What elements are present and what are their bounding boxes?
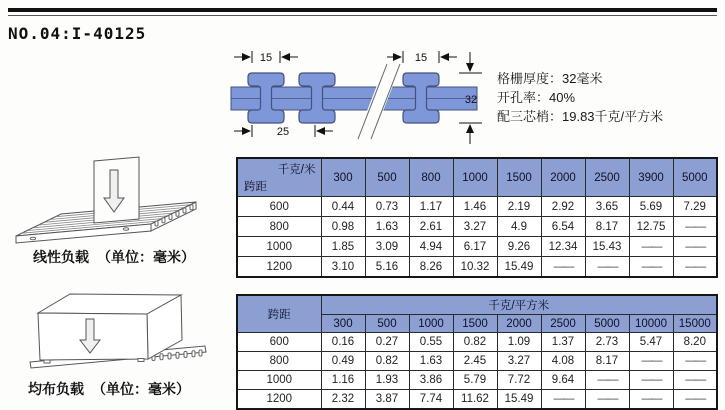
value-cell: 2.19: [497, 197, 541, 217]
value-cell: 1.46: [453, 197, 497, 217]
table-row: [237, 352, 717, 371]
value-cell: 3.87: [365, 390, 409, 410]
value-cell: 3.09: [365, 237, 409, 257]
table-row: [237, 390, 717, 410]
top-rule-thin: [8, 15, 717, 16]
value-cell: 6.54: [541, 217, 585, 237]
dimension-gap-15: [234, 51, 298, 64]
diagonal-header-cell: [237, 158, 321, 197]
span-cell: 800: [237, 217, 321, 237]
column-header: 2000: [497, 315, 541, 333]
uniform-load-table: [236, 294, 718, 410]
column-header: 1000: [453, 158, 497, 197]
table-row: [237, 371, 717, 390]
value-cell: 8.20: [673, 333, 717, 352]
dimension-pitch-25: [234, 125, 333, 138]
value-cell: 8.26: [409, 257, 453, 278]
value-cell: 0.16: [321, 333, 365, 352]
spec-weight: 配三芯梢：19.83千克/平方米: [497, 109, 664, 124]
value-cell: 7.74: [409, 390, 453, 410]
value-cell: 3.27: [453, 217, 497, 237]
value-cell: ——: [629, 390, 673, 410]
span-cell: 600: [237, 333, 321, 352]
value-cell: ——: [541, 257, 585, 278]
column-header: 1500: [453, 315, 497, 333]
value-cell: 6.17: [453, 237, 497, 257]
value-cell: 5.16: [365, 257, 409, 278]
svg-text:15: 15: [414, 52, 428, 64]
value-cell: 1.17: [409, 197, 453, 217]
value-cell: 0.27: [365, 333, 409, 352]
top-rule-thick: [8, 8, 717, 12]
value-cell: 4.08: [541, 352, 585, 371]
value-cell: 1.93: [365, 371, 409, 390]
table-row: [237, 237, 717, 257]
value-cell: ——: [673, 371, 717, 390]
spec-text-block: [497, 69, 663, 126]
column-header: 5000: [673, 158, 717, 197]
linear-load-caption: 线性负载 （单位：毫米）: [33, 249, 195, 265]
svg-text:25: 25: [276, 126, 290, 138]
unit-header-cell: 千克/平方米: [321, 295, 717, 315]
value-cell: 15.49: [497, 390, 541, 410]
column-header: 1500: [497, 158, 541, 197]
value-cell: 0.82: [365, 352, 409, 371]
value-cell: 3.27: [497, 352, 541, 371]
column-header: 2500: [585, 158, 629, 197]
linear-load-table: [236, 157, 718, 278]
value-cell: 10.32: [453, 257, 497, 278]
span-cell: 800: [237, 352, 321, 371]
value-cell: ——: [673, 390, 717, 410]
value-cell: 7.72: [497, 371, 541, 390]
page-title: NO.04:I-40125: [8, 24, 147, 43]
svg-text:15: 15: [259, 52, 273, 64]
column-header: 1000: [409, 315, 453, 333]
value-cell: 0.55: [409, 333, 453, 352]
value-cell: ——: [629, 237, 673, 257]
svg-text:32: 32: [464, 94, 478, 106]
uniform-load-caption: 均布负载 （单位：毫米）: [28, 381, 190, 397]
value-cell: 1.63: [409, 352, 453, 371]
table-row: [237, 257, 717, 278]
value-cell: 0.82: [453, 333, 497, 352]
value-cell: ——: [673, 257, 717, 278]
value-cell: ——: [585, 390, 629, 410]
column-header: 5000: [585, 315, 629, 333]
value-cell: 5.47: [629, 333, 673, 352]
span-label: 跨距: [244, 181, 267, 193]
value-cell: 0.49: [321, 352, 365, 371]
linear-load-diagram: [10, 155, 225, 247]
value-cell: 1.37: [541, 333, 585, 352]
value-cell: 9.64: [541, 371, 585, 390]
value-cell: 4.9: [497, 217, 541, 237]
value-cell: 15.49: [497, 257, 541, 278]
value-cell: ——: [673, 237, 717, 257]
value-cell: 0.73: [365, 197, 409, 217]
span-header-cell: 跨距: [237, 295, 321, 333]
value-cell: 9.26: [497, 237, 541, 257]
value-cell: 12.34: [541, 237, 585, 257]
value-cell: ——: [585, 371, 629, 390]
span-cell: 600: [237, 197, 321, 217]
spec-open-rate: 开孔率：40%: [497, 90, 576, 105]
table-row: [237, 333, 717, 352]
dimension-gap-15-right: [387, 51, 457, 64]
value-cell: 5.79: [453, 371, 497, 390]
value-cell: 15.43: [585, 237, 629, 257]
value-cell: 1.09: [497, 333, 541, 352]
value-cell: 7.29: [673, 197, 717, 217]
value-cell: 2.73: [585, 333, 629, 352]
value-cell: 3.10: [321, 257, 365, 278]
value-cell: 3.65: [585, 197, 629, 217]
table-row: [237, 217, 717, 237]
column-header: 3900: [629, 158, 673, 197]
column-header: 10000: [629, 315, 673, 333]
span-cell: 1200: [237, 390, 321, 410]
span-cell: 1000: [237, 237, 321, 257]
value-cell: 0.98: [321, 217, 365, 237]
value-cell: 2.92: [541, 197, 585, 217]
value-cell: 5.69: [629, 197, 673, 217]
column-header: 300: [321, 158, 365, 197]
span-cell: 1200: [237, 257, 321, 278]
value-cell: 1.16: [321, 371, 365, 390]
value-cell: 2.32: [321, 390, 365, 410]
value-cell: 8.17: [585, 352, 629, 371]
column-header: 2000: [541, 158, 585, 197]
column-header: 500: [365, 315, 409, 333]
uniform-table-unit-row: [237, 295, 717, 315]
value-cell: ——: [541, 390, 585, 410]
value-cell: 11.62: [453, 390, 497, 410]
value-cell: ——: [673, 352, 717, 371]
value-cell: 2.45: [453, 352, 497, 371]
table-row: [237, 197, 717, 217]
value-cell: 12.75: [629, 217, 673, 237]
column-header: 2500: [541, 315, 585, 333]
column-header: 15000: [673, 315, 717, 333]
span-cell: 1000: [237, 371, 321, 390]
grating-profile-drawing: [225, 48, 490, 150]
linear-table-header-row: [237, 158, 717, 197]
value-cell: 1.85: [321, 237, 365, 257]
column-header: 500: [365, 158, 409, 197]
value-cell: 3.86: [409, 371, 453, 390]
column-header: 300: [321, 315, 365, 333]
value-cell: ——: [629, 257, 673, 278]
value-cell: 1.63: [365, 217, 409, 237]
value-cell: 2.61: [409, 217, 453, 237]
spec-thickness: 格栅厚度：32毫米: [497, 71, 603, 86]
value-cell: ——: [585, 257, 629, 278]
value-cell: ——: [629, 352, 673, 371]
unit-label: 千克/米: [277, 164, 316, 176]
value-cell: ——: [673, 217, 717, 237]
value-cell: 4.94: [409, 237, 453, 257]
value-cell: ——: [629, 371, 673, 390]
value-cell: 0.44: [321, 197, 365, 217]
column-header: 800: [409, 158, 453, 197]
uniform-load-diagram: [10, 290, 225, 375]
value-cell: 8.17: [585, 217, 629, 237]
